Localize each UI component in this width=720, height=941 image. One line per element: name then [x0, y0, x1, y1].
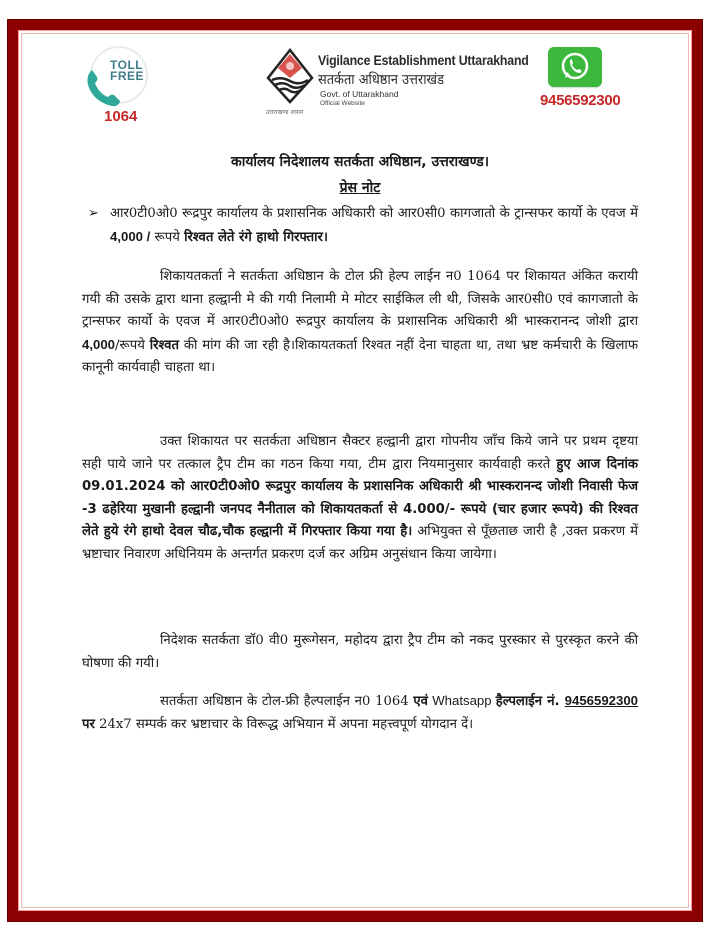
headline-amount: 4,000 /: [110, 228, 151, 244]
toll-free-label-line1: TOLL: [110, 58, 144, 72]
headline: [88, 203, 638, 249]
toll-free-logo: [84, 46, 154, 116]
paragraph-helpline: [82, 690, 638, 736]
paragraph-text: उक्त शिकायत पर सतर्कता अधिष्ठान सैक्टर हल्द्वानी द्वारा गोपनीय जाँच किये जाने पर प्रथम दृष्टया सही पाये जाने पर तत्काल ट्रैप टीम का गठन किया गया, टीम द्वारा नियमानुसार कार्यवाही करते: [82, 434, 638, 472]
paragraph-text: की मांग की जा रही है।शिकायतकर्ता रिश्वत नहीं देना चाहता था, तथा भ्रष्ट कर्मचारी के खिलाफ कानूनी कार्यवाही चाहता था।: [82, 337, 639, 375]
paragraph-bold: पर: [82, 716, 95, 732]
uttarakhand-emblem-icon: [266, 48, 314, 104]
emblem-caption: उत्तराखण्ड शासन: [266, 109, 304, 116]
paragraph-reward: [82, 630, 638, 675]
org-title-hindi: सतर्कता अधिष्ठान उत्तराखंड: [318, 72, 444, 88]
paragraph-text: Whatsapp: [428, 693, 496, 708]
headline-bold: रिश्वत लेते रंगे हाथो गिरफ्तार।: [184, 229, 328, 245]
bribe-amount: 4,000: [82, 336, 116, 352]
paragraph-text: /रूपये: [115, 337, 150, 353]
whatsapp-icon: [548, 47, 602, 87]
paragraph-complaint: [82, 266, 638, 380]
toll-free-label-line2: FREE: [110, 69, 145, 83]
whatsapp-number: 9456592300: [540, 92, 621, 109]
official-website-label: Official Website: [320, 100, 365, 107]
paragraph-bold: एवं: [413, 694, 429, 709]
govt-label: Govt. of Uttarakhand: [320, 89, 399, 99]
paragraph-text: सतर्कता अधिष्ठान के टोल-फ्री हैल्पलाईन न0 1064: [160, 694, 414, 709]
whatsapp-logo: [548, 47, 602, 87]
paragraph-bold: रिश्वत: [149, 337, 179, 353]
paragraph-text: अभियुक्त से पूँछताछ जारी है ,उक्त प्रकरण में भ्रष्टाचार निवारण अधिनियम के अन्तर्गत प्रकरण दर्ज कर अग्रिम अनुसंधान किया जायेगा।: [82, 524, 638, 562]
paragraph-bold: हुए आज दिनांक 09.01.2024 को आर0टी0ओ0 रूद्रपुर कार्यालय के प्रशासनिक अधिकारी श्री भास्करानन्द जोशी निवासी फेज -3 ढहेरिया मुखानी हल्द्वानी जनपद नैनीताल को शिकायतकर्ता से 4.000/- रूपये (चार हजार रूपये) की रिश्वत लेते हुये रंगे हाथो देवल चौढ,चौक हल्द्वानी में गिरफ्तार किया गया है।: [82, 456, 638, 539]
press-note-heading: प्रेस नोट: [339, 180, 381, 196]
paragraph-bold: हैल्पलाईन नं.: [495, 694, 565, 709]
bullet-arrow-icon: ➢: [88, 206, 99, 221]
whatsapp-helpline-number: 9456592300: [564, 693, 638, 708]
paragraph-text: शिकायतकर्ता ने सतर्कता अधिष्ठान के टोल फ्री हेल्प लाईन न0 1064 पर शिकायत अंकित करायी गयी की उसके द्वारा थाना हल्द्वानी मे की गयी निलामी मे मोटर साईकिल ली थी, जिसके आर0सी0 एवं कागजातो के ट्रान्सफर कार्यो के एवज में आर0टी0ओ0 रूद्रपुर कार्यालय के प्रशासनिक अधिकारी श्री भास्करानन्द जोशी द्वारा: [82, 269, 638, 329]
org-title-english: Vigilance Establishment Uttarakhand: [318, 52, 529, 68]
paragraph-arrest: [82, 431, 638, 566]
headline-text-2: रूपये: [150, 229, 185, 245]
paragraph-text: 24x7 सम्पर्क कर भ्रष्टाचार के विरूद्ध अभियान में अपना महत्त्वपूर्ण योगदान दें।: [94, 716, 474, 732]
toll-free-phone-icon: [84, 66, 124, 108]
paragraph-text: निदेशक सतर्कता डॉ0 वी0 मुरूगेसन, महोदय द्वारा ट्रैप टीम को नकद पुरस्कार से पुरस्कृत करने की घोषणा की गयी।: [82, 633, 638, 671]
toll-free-number: 1064: [104, 108, 138, 125]
headline-text: आर0टी0ओ0 रूद्रपुर कार्यालय के प्रशासनिक अधिकारी को आर0सी0 कागजातो के ट्रान्सफर कार्यो के एवज में: [110, 206, 638, 221]
office-title: कार्यालय निदेशालय सतर्कता अधिष्ठान, उत्तराखण्ड।: [230, 154, 490, 170]
